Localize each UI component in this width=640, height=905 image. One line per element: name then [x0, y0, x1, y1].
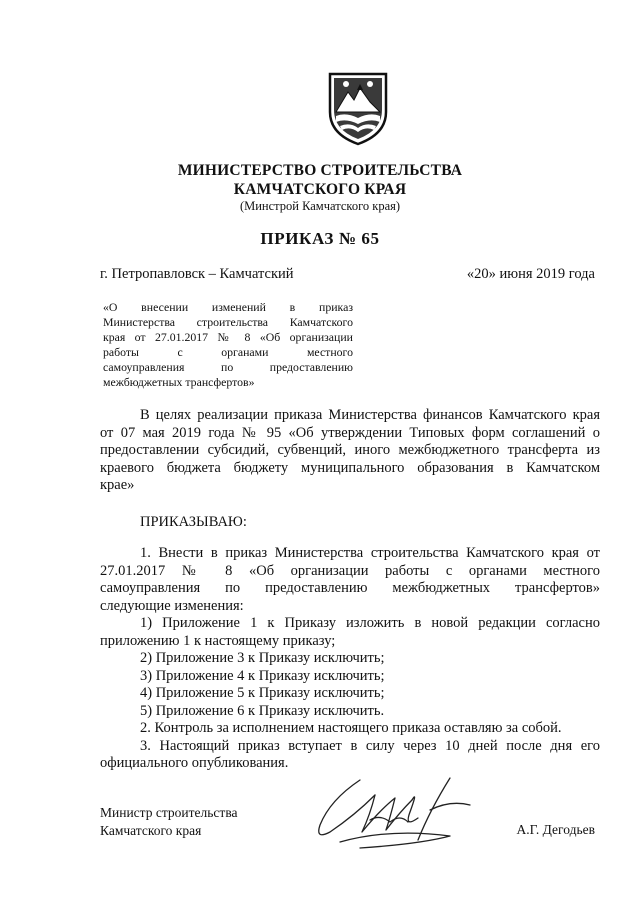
- item-line: 2) Приложение 3 к Приказу исключить;: [140, 650, 385, 666]
- item-line: самоуправления по предоставлению межбюджетных трансфертов»: [100, 580, 600, 596]
- item-line: 4) Приложение 5 к Приказу исключить;: [140, 685, 385, 701]
- item-line: 27.01.2017 № 8 «Об организации работы с органами местного: [100, 562, 600, 579]
- item-line: 2. Контроль за исполнением настоящего приказа оставляю за собой.: [140, 720, 562, 736]
- ministry-short-name: (Минстрой Камчатского края): [239, 199, 401, 213]
- subject-line: Министерства строительства Камчатского: [103, 315, 353, 329]
- subject-line: межбюджетных трансфертов»: [103, 375, 255, 389]
- preamble-line: В целях реализации приказа Министерства финансов Камчатского края: [140, 407, 600, 423]
- order-items: [100, 545, 600, 773]
- kamchatka-coat-of-arms-icon: [326, 72, 390, 146]
- preamble-line: предоставлении субсидий, субвенций, иного межбюджетного трансферта из: [100, 442, 600, 458]
- signatory-name: А.Г. Дегодьев: [516, 822, 595, 837]
- order-subject: [103, 300, 353, 390]
- signatory-role-line: Министр строительства: [100, 805, 238, 820]
- item-line: 1. Внести в приказ Министерства строительства Камчатского края от: [140, 545, 600, 561]
- signatory-role: [100, 804, 238, 839]
- signatory-role-line: Камчатского края: [100, 822, 202, 838]
- preamble-line: краевого бюджета бюджету муниципального образования в Камчатском: [100, 459, 600, 476]
- subject-line: самоуправления по предоставлению: [103, 360, 353, 374]
- subject-line: работы с органами местного: [103, 345, 353, 359]
- preamble-line: крае»: [100, 477, 135, 493]
- item-line: следующие изменения:: [100, 597, 244, 614]
- item-line: 3) Приложение 4 к Приказу исключить;: [140, 667, 385, 684]
- item-line: 3. Настоящий приказ вступает в силу через 10 дней после дня его: [140, 737, 600, 754]
- order-title: ПРИКАЗ № 65: [260, 229, 380, 248]
- handwritten-signature: [300, 770, 490, 860]
- ministry-name-line2: КАМЧАТСКОГО КРАЯ: [233, 181, 407, 198]
- item-line: приложению 1 к настоящему приказу;: [100, 632, 336, 649]
- preamble-line: от 07 мая 2019 года № 95 «Об утверждении Типовых форм соглашений о: [100, 424, 600, 441]
- ministry-name-line1: МИНИСТЕРСТВО СТРОИТЕЛЬСТВА: [177, 162, 463, 179]
- preamble-paragraph: [100, 407, 600, 495]
- item-line: официального опубликования.: [100, 755, 289, 771]
- city: г. Петропавловск – Камчатский: [100, 266, 294, 282]
- subject-line: «О внесении изменений в приказ: [103, 300, 353, 314]
- order-keyword: ПРИКАЗЫВАЮ:: [140, 514, 247, 530]
- item-line: 5) Приложение 6 к Приказу исключить.: [140, 702, 385, 719]
- item-line: 1) Приложение 1 к Приказу изложить в новой редакции согласно: [140, 615, 600, 631]
- order-date: «20» июня 2019 года: [466, 266, 595, 282]
- subject-line: края от 27.01.2017 № 8 «Об организации: [103, 330, 353, 344]
